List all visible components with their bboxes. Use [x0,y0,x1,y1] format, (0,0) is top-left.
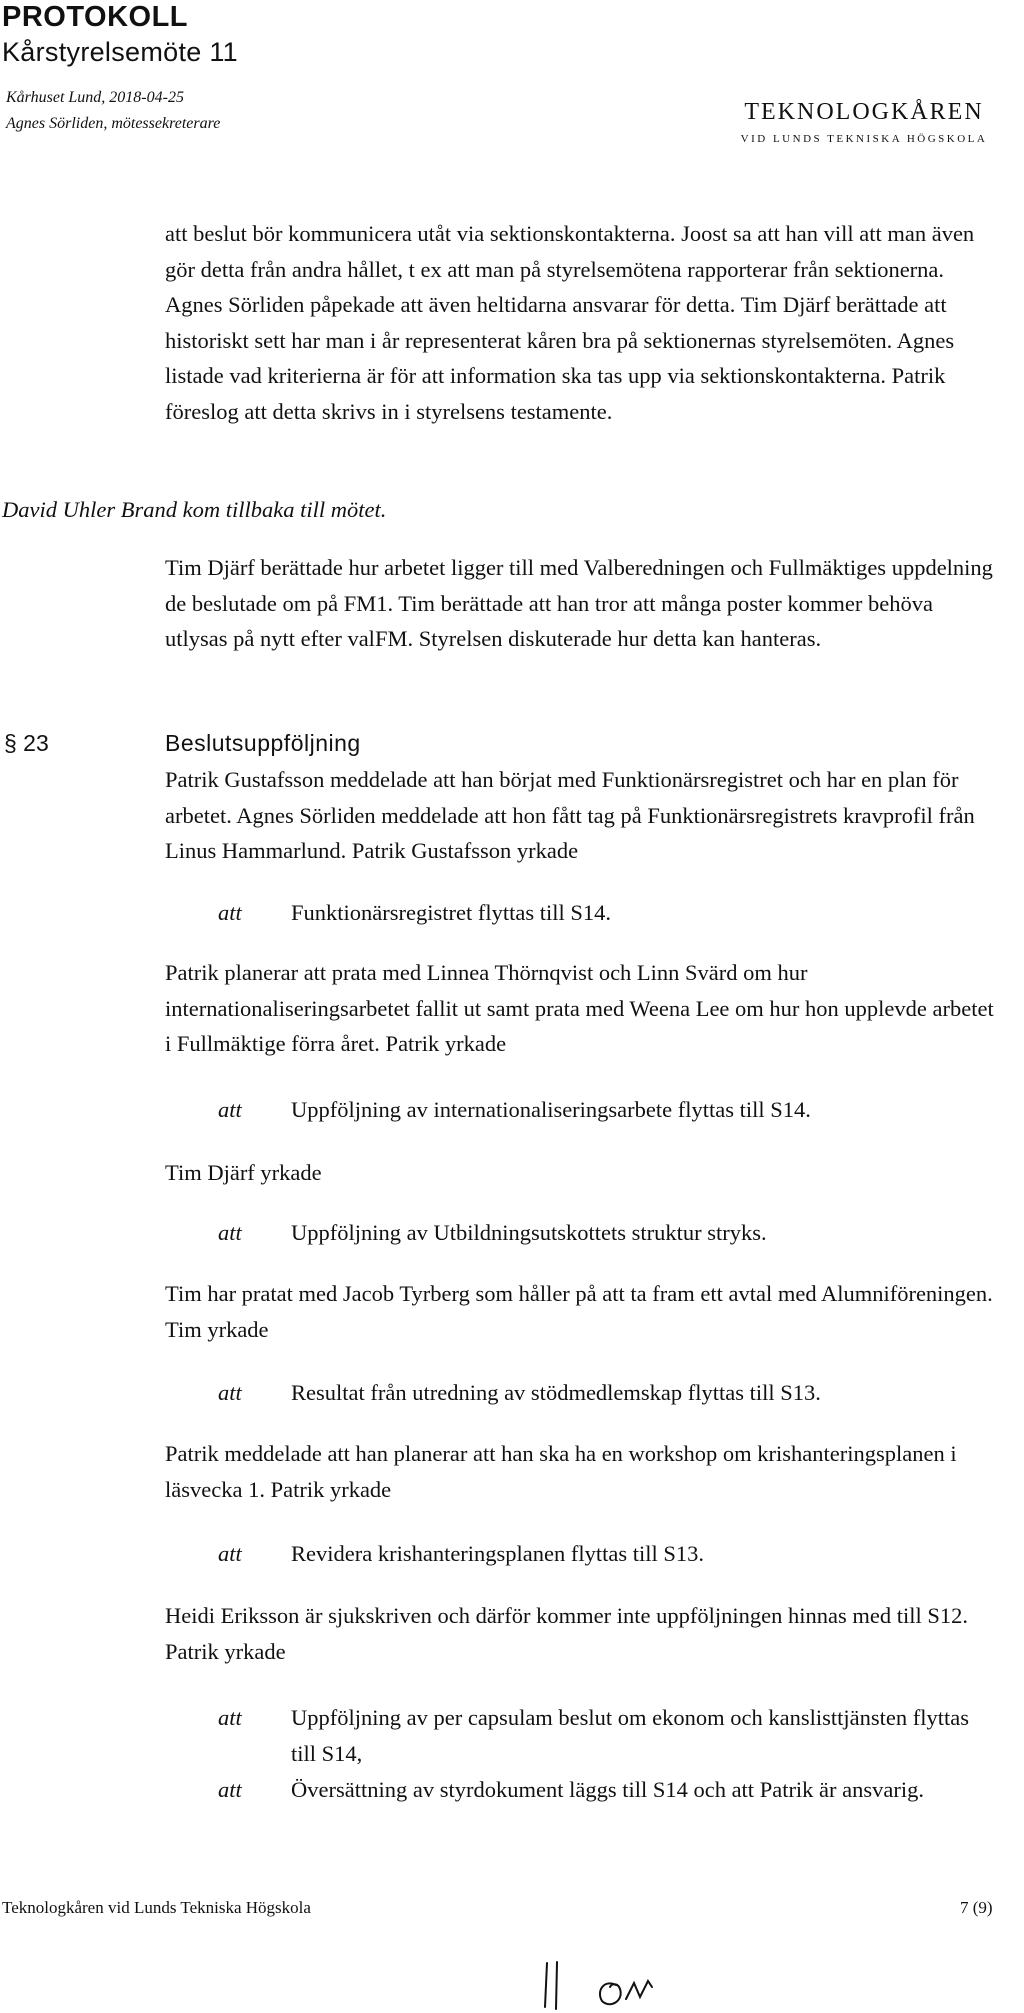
meeting-secretary: Agnes Sörliden, mötessekreterare [6,115,221,132]
document-type: PROTOKOLL [2,1,189,33]
paragraph: Tim Djärf berättade hur arbetet ligger till med Valberedningen och Fullmäktiges uppdelning de beslutade om på FM1. Tim berättade att han tror att många poster kommer behöva utlysas på nytt efter valFM. Styrelsen diskuterade hur detta kan hanteras. [165,555,993,651]
section-title: Beslutsuppföljning [165,730,361,756]
motion-keyword: att [218,900,242,925]
motion-item [218,1772,1008,1808]
motion-keyword: att [218,1380,242,1405]
handwritten-initials-signature [540,1957,700,2013]
motion-item [218,1536,1008,1572]
motion-item [218,1375,1008,1411]
paragraph: Tim Djärf yrkade [165,1160,322,1185]
motion-keyword: att [218,1705,242,1730]
paragraph: Patrik meddelade att han planerar att han ska ha en workshop om krishanteringsplanen i läsvecka 1. Patrik yrkade [165,1441,957,1502]
motion-item [218,1215,1008,1251]
motion-text: Funktionärsregistret flyttas till S14. [291,900,611,925]
motion-text: Uppföljning av per capsulam beslut om ekonom och kanslisttjänsten flyttas till S14, [291,1705,969,1766]
paragraph: Patrik planerar att prata med Linnea Thörnqvist och Linn Svärd om hur internationaliseringsarbetet fallit ut samt prata med Weena Lee om hur hon upplevde arbetet i Fullmäktige förra året. Patrik yrkade [165,960,994,1056]
paragraph: Tim har pratat med Jacob Tyrberg som håller på att ta fram ett avtal med Alumniföreningen. Tim yrkade [165,1281,993,1342]
motion-item [218,895,1008,931]
paragraph: att beslut bör kommunicera utåt via sektionskontakterna. Joost sa att han vill att man även gör detta från andra hållet, t ex att man på styrelsemötena rapporterar från sektionerna. Agnes Sörliden påpekade att även heltidarna ansvarar för detta. Tim Djärf berättade att historiskt sett har man i år representerat kåren bra på sektionernas styrelsemöten. Agnes listade vad kriterierna är för att information ska tas upp via sektionskontakterna. Patrik föreslog att detta skrivs in i styrelsens testamente. [165,221,975,424]
motion-keyword: att [218,1220,242,1245]
org-logo-name: TEKNOLOGKÅREN [744,99,984,125]
motion-text: Uppföljning av Utbildningsutskottets struktur stryks. [291,1220,767,1245]
page-number: 7 (9) [960,1898,993,1917]
motion-keyword: att [218,1097,242,1122]
motion-keyword: att [218,1541,242,1566]
org-logo-subtitle: VID LUNDS TEKNISKA HÖGSKOLA [740,133,988,145]
motion-text: Revidera krishanteringsplanen flyttas till S13. [291,1541,705,1566]
minute-note: David Uhler Brand kom tillbaka till mötet. [2,497,387,522]
motion-text: Översättning av styrdokument läggs till S14 och att Patrik är ansvarig. [291,1777,925,1802]
meeting-place-date: Kårhuset Lund, 2018-04-25 [6,89,184,106]
motion-item [218,1700,1008,1771]
paragraph: Heidi Eriksson är sjukskriven och därför kommer inte uppföljningen hinnas med till S12. Patrik yrkade [165,1603,968,1664]
paragraph: Patrik Gustafsson meddelade att han börjat med Funktionärsregistret och har en plan för arbetet. Agnes Sörliden meddelade att hon fått tag på Funktionärsregistrets kravprofil från Linus Hammarlund. Patrik Gustafsson yrkade [165,767,975,863]
motion-text: Uppföljning av internationaliseringsarbete flyttas till S14. [291,1097,811,1122]
footer-organization: Teknologkåren vid Lunds Tekniska Högskola [2,1898,311,1917]
section-number: § 23 [4,730,49,756]
meeting-title: Kårstyrelsemöte 11 [2,37,238,67]
motion-keyword: att [218,1777,242,1802]
motion-text: Resultat från utredning av stödmedlemskap flyttas till S13. [291,1380,821,1405]
motion-item [218,1092,1008,1128]
